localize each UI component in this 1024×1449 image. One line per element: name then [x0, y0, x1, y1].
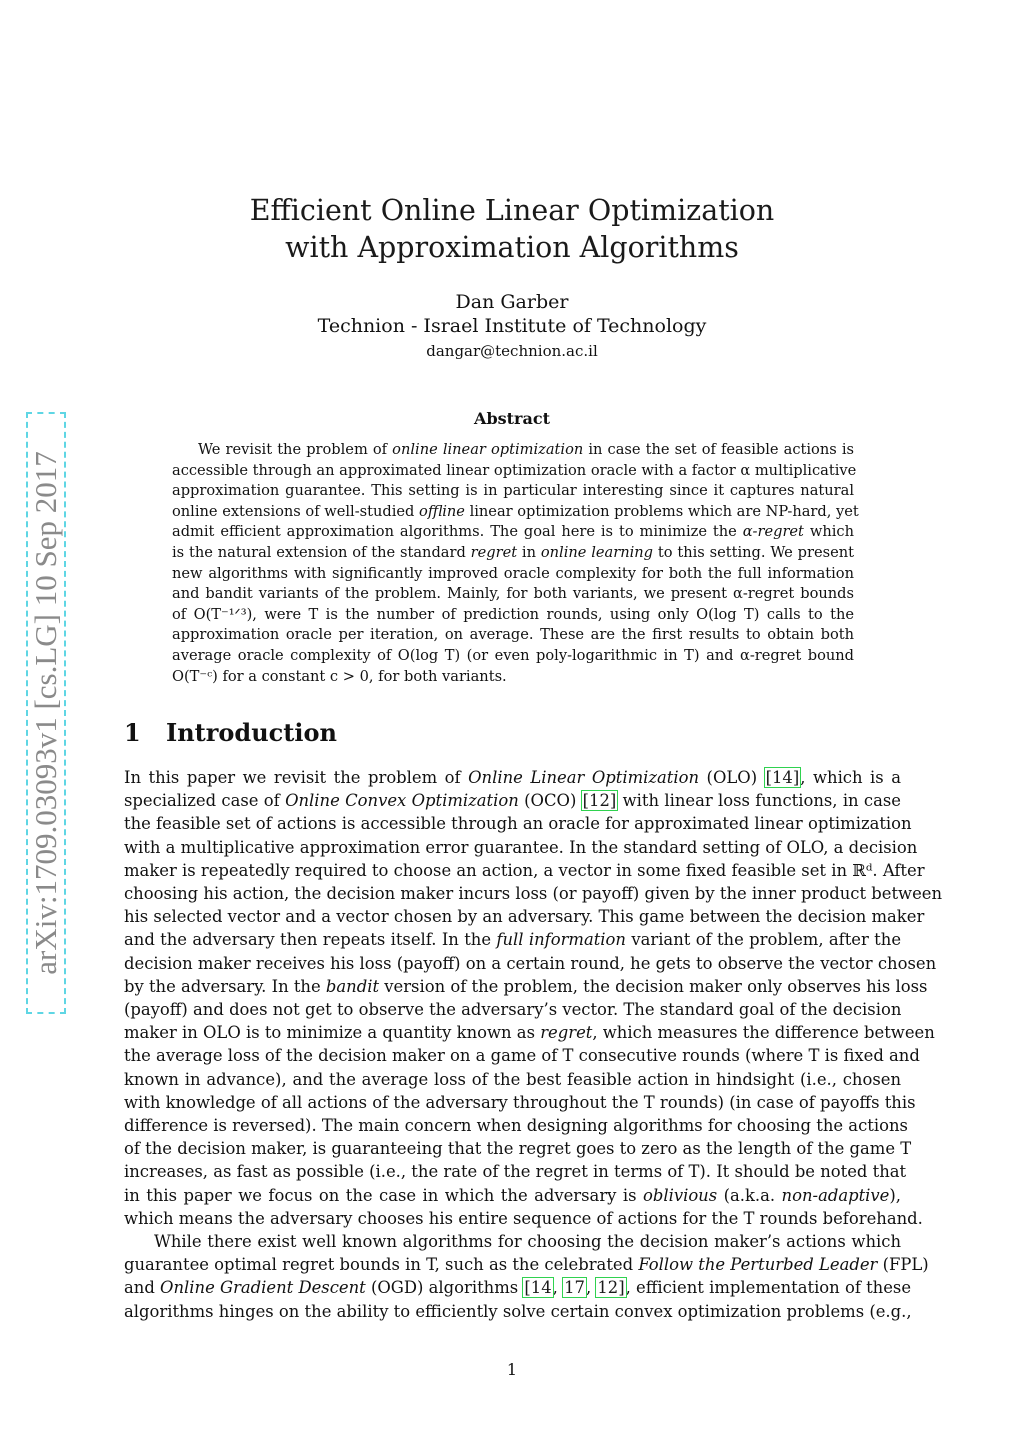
abstract-line — [172, 646, 854, 667]
text-run: in — [517, 543, 541, 561]
paragraph-line — [124, 1044, 920, 1067]
emphasis: regret — [540, 1023, 593, 1043]
text-run: increases, as fast as possible (i.e., the rate of the regret in terms of T). It should be noted that — [124, 1162, 907, 1182]
text-run: , — [585, 1278, 597, 1298]
paper-title — [0, 192, 1024, 266]
author-email[interactable]: dangar@technion.ac.il — [426, 342, 598, 360]
text-run: the average loss of the decision maker on a game of T consecutive rounds (where T is fixed and — [124, 1046, 920, 1066]
paragraph-line — [124, 975, 928, 998]
abstract-heading: Abstract — [474, 409, 550, 428]
paragraph-line — [124, 1114, 908, 1137]
text-run: and — [124, 1278, 161, 1298]
text-run: version of the problem, the decision maker only observes his loss — [379, 976, 928, 996]
text-run: , efficient implementation of these — [625, 1278, 912, 1298]
text-run: (OCO) — [518, 791, 582, 811]
text-run: which — [803, 523, 854, 541]
text-run: (OLO) — [699, 768, 765, 787]
emphasis: Online Convex Optimization — [285, 791, 519, 811]
text-run: decision maker receives his loss (payoff) on a certain round, he gets to observe the vector chosen — [124, 953, 937, 973]
paragraph-line — [124, 836, 918, 859]
text-run: , which is a — [800, 768, 901, 787]
text-run: approximation oracle per iteration, on average. These are the first results to obtain both — [172, 626, 854, 644]
paragraph-line — [124, 1230, 901, 1253]
paragraph-line — [124, 1021, 935, 1044]
abstract-text — [172, 440, 859, 687]
abstract-line — [172, 481, 854, 502]
text-run: and the adversary then repeats itself. In the — [124, 930, 497, 950]
paragraph-line — [124, 1253, 929, 1276]
emphasis: Follow the Perturbed Leader — [638, 1255, 878, 1275]
abstract-line — [172, 522, 854, 543]
author-affiliation: Technion - Israel Institute of Technology — [317, 315, 707, 337]
arxiv-side-label[interactable] — [26, 412, 66, 1014]
text-run: admit efficient approximation algorithms. The goal here is to minimize the — [172, 523, 743, 541]
text-run: In this paper we revisit the problem of — [124, 768, 469, 787]
text-run: and bandit variants of the problem. Mainly, for both variants, we present α-regret bounds — [172, 585, 854, 603]
author-block — [0, 290, 1024, 338]
citation-link[interactable]: [14] — [765, 768, 800, 787]
text-run: of O(T⁻¹ᐟ³), were T is the number of prediction rounds, using only O(log T) calls to the — [172, 605, 854, 623]
text-run: We revisit the problem of — [198, 441, 393, 458]
text-run: to this setting. We present — [653, 543, 854, 561]
emphasis: offline — [419, 502, 465, 520]
emphasis: full information — [496, 930, 626, 950]
paragraph-line — [124, 1160, 907, 1183]
abstract-line — [172, 461, 857, 482]
arxiv-identifier: arXiv:1709.03093v1 [cs.LG] 10 Sep 2017 — [28, 451, 63, 975]
text-run: maker in OLO is to minimize a quantity known as — [124, 1023, 541, 1043]
citation-link[interactable]: [12] — [582, 791, 617, 811]
paragraph-line — [124, 882, 943, 905]
text-run: (payoff) and does not get to observe the adversary’s vector. The standard goal of the decision — [124, 1000, 902, 1020]
emphasis: online linear optimization — [392, 441, 584, 458]
paragraph-line — [124, 1207, 923, 1230]
text-run: average oracle complexity of O(log T) (or even poly-logarithmic in T) and α-regret bound — [172, 646, 854, 664]
text-run: guarantee optimal regret bounds in T, such as the celebrated — [124, 1255, 639, 1275]
text-run: linear optimization problems which are NP-hard, yet — [464, 502, 859, 520]
text-run: (a.k.a. — [717, 1185, 782, 1205]
text-run: (FPL) — [877, 1255, 929, 1275]
emphasis: regret — [470, 543, 518, 561]
page-number: 1 — [506, 1360, 518, 1379]
paragraph-line — [124, 1068, 901, 1091]
abstract-line — [172, 584, 854, 605]
citation-link[interactable]: 17 — [564, 1278, 585, 1298]
abstract-line — [172, 543, 854, 564]
paragraph-line — [124, 1276, 912, 1299]
citation-link[interactable]: [14 — [524, 1278, 552, 1298]
text-run: approximation guarantee. This setting is in particular interesting since it captures natural — [172, 482, 854, 500]
paragraph-line — [124, 1091, 916, 1114]
text-run: specialized case of — [124, 791, 286, 811]
text-run: , — [552, 1278, 564, 1298]
paragraph-line — [124, 766, 901, 789]
text-run: with linear loss functions, in case — [617, 791, 901, 811]
text-run: choosing his action, the decision maker incurs loss (or payoff) given by the inner product between — [124, 884, 943, 904]
emphasis: Online Gradient Descent — [160, 1278, 366, 1298]
text-run: of the decision maker, is guaranteeing that the regret goes to zero as the length of the game T — [124, 1139, 912, 1159]
paragraph-line — [124, 905, 925, 928]
text-run: his selected vector and a vector chosen by an adversary. This game between the decision maker — [124, 907, 925, 927]
section-heading — [124, 718, 337, 747]
author-name: Dan Garber — [455, 291, 569, 313]
paragraph-line — [124, 1184, 901, 1207]
emphasis: oblivious — [642, 1185, 718, 1205]
text-run: with knowledge of all actions of the adversary throughout the T rounds) (in case of payoffs this — [124, 1092, 916, 1112]
text-run: variant of the problem, after the — [625, 930, 902, 950]
text-run: (OGD) algorithms — [365, 1278, 524, 1298]
text-run: which means the adversary chooses his entire sequence of actions for the T rounds beforehand. — [124, 1208, 923, 1228]
text-run: new algorithms with significantly improved oracle complexity for both the full information — [172, 564, 854, 582]
text-run: O(T⁻ᶜ) for a constant c > 0, for both variants. — [172, 667, 507, 685]
abstract-line — [172, 440, 854, 461]
text-run: by the adversary. In the — [124, 976, 326, 996]
abstract-line — [172, 625, 854, 646]
citation-link[interactable]: 12] — [597, 1278, 625, 1298]
emphasis: α-regret — [742, 523, 804, 541]
title-line-1: Efficient Online Linear Optimization — [249, 194, 775, 227]
abstract-line — [172, 564, 854, 585]
text-run: algorithms hinges on the ability to efficiently solve certain convex optimization problems (e.g., — [124, 1301, 912, 1321]
section-number: 1 — [124, 718, 141, 747]
abstract-line — [172, 605, 854, 626]
title-line-2: with Approximation Algorithms — [285, 231, 739, 264]
paragraph-line — [124, 812, 912, 835]
emphasis: bandit — [325, 976, 380, 996]
text-run: , which measures the difference between — [592, 1023, 935, 1043]
paragraph-line — [124, 928, 901, 951]
text-run: in this paper we focus on the case in which the adversary is — [124, 1185, 643, 1205]
emphasis: online learning — [540, 543, 654, 561]
text-run: is the natural extension of the standard — [172, 543, 471, 561]
text-run: with a multiplicative approximation error guarantee. In the standard setting of OLO, a decision — [124, 837, 918, 857]
paragraph-line — [124, 1137, 912, 1160]
emphasis: non-adaptive — [781, 1185, 890, 1205]
text-run: While there exist well known algorithms for choosing the decision maker’s actions which — [154, 1232, 901, 1252]
text-run: maker is repeatedly required to choose an action, a vector in some fixed feasible set in ℝᵈ. After — [124, 860, 925, 880]
text-run: the feasible set of actions is accessible through an oracle for approximated linear optimization — [124, 814, 912, 834]
abstract-line — [172, 667, 854, 688]
paragraph-line — [124, 952, 937, 975]
emphasis: Online Linear Optimization — [468, 768, 700, 787]
text-run: difference is reversed). The main concern when designing algorithms for choosing the actions — [124, 1116, 908, 1136]
text-run: in case the set of feasible actions is — [583, 441, 854, 458]
abstract-line — [172, 502, 859, 523]
text-run: known in advance), and the average loss of the best feasible action in hindsight (i.e., chosen — [124, 1069, 901, 1089]
text-run: online extensions of well-studied — [172, 502, 420, 520]
paragraph-line — [124, 789, 901, 812]
section-title: Introduction — [166, 718, 337, 747]
paragraph-line — [124, 998, 901, 1021]
body-text — [124, 766, 943, 1323]
paragraph-line — [124, 859, 925, 882]
text-run: ), — [889, 1185, 901, 1205]
paragraph-line — [124, 1300, 912, 1323]
text-run: accessible through an approximated linear optimization oracle with a factor α multiplicative — [172, 461, 857, 479]
